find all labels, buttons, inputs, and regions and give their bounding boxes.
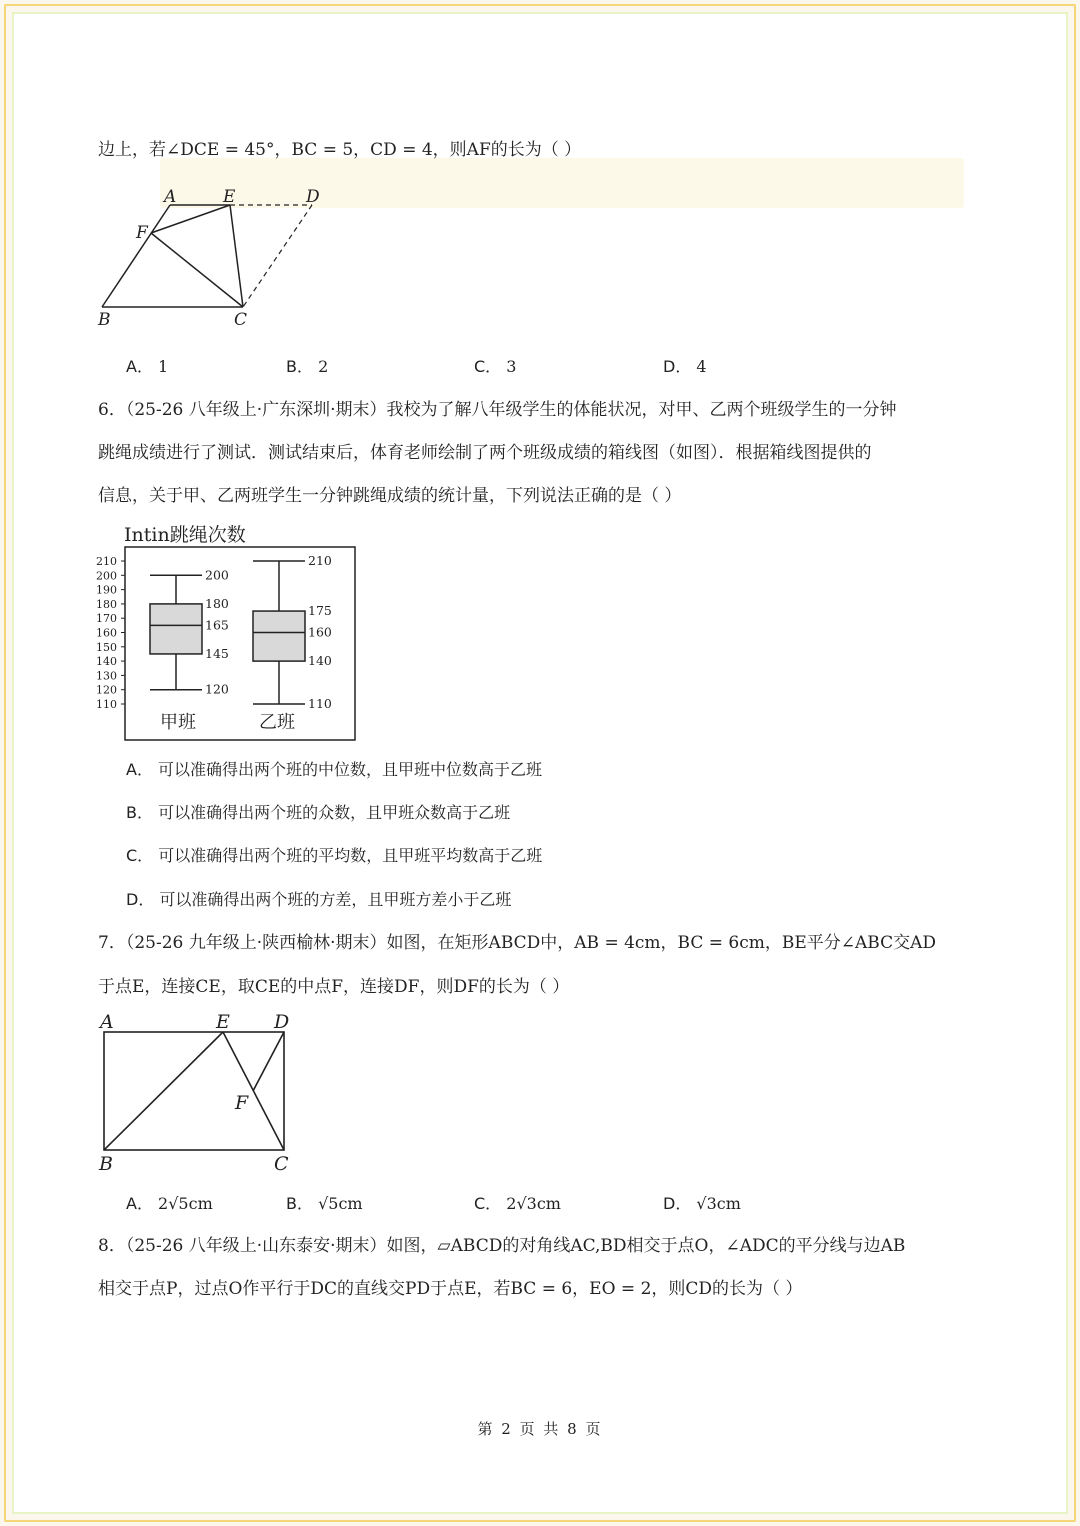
q8-line-1: 8．（25-26 八年级上·山东泰安·期末）如图，▱ABCD的对角线AC,BD相交于点O，∠ADC的平分线与边AB	[98, 1236, 906, 1256]
q6-boxplot	[94, 520, 364, 746]
y-tick-label: 190	[96, 583, 117, 597]
q6-option-d[interactable]: D． 可以准确得出两个班的方差，且甲班方差小于乙班	[126, 890, 512, 909]
y-tick-label: 180	[96, 597, 117, 611]
q7-label-d: D	[274, 1011, 290, 1033]
q7-line-1: 7．（25-26 九年级上·陕西榆林·期末）如图，在矩形ABCD中，AB = 4cm，BC = 6cm，BE平分∠ABC交AD	[98, 933, 937, 953]
class-b-box	[253, 553, 332, 711]
q7-label-f: F	[235, 1092, 249, 1114]
class-a-iqr-box	[150, 604, 202, 654]
q7-label-e: E	[216, 1011, 230, 1033]
y-tick-label: 160	[96, 626, 117, 640]
q5-label-a: A	[164, 187, 177, 207]
q6-option-b[interactable]: B． 可以准确得出两个班的众数，且甲班众数高于乙班	[126, 803, 511, 822]
q7-figure	[94, 1008, 304, 1178]
class-b-value-label: 175	[308, 603, 332, 619]
q7-option-a[interactable]: A． 2√5cm	[126, 1194, 213, 1213]
boxplot-boxes	[150, 553, 332, 711]
class-a-box	[150, 567, 229, 696]
class-a-name: 甲班	[160, 712, 196, 733]
q8-line-2: 相交于点P，过点O作平行于DC的直线交PD于点E，若BC = 6，EO = 2，则CD的长为（ ）	[98, 1279, 803, 1299]
class-a-value-label: 145	[205, 645, 229, 661]
y-tick-label: 210	[96, 555, 117, 568]
q7-option-d[interactable]: D． √3cm	[663, 1194, 741, 1213]
y-tick-label: 170	[96, 612, 117, 626]
y-tick-label: 150	[96, 640, 117, 654]
class-b-iqr-box	[253, 611, 305, 661]
class-a-value-label: 200	[205, 567, 229, 583]
q5-label-f: F	[136, 223, 148, 243]
q6-line-2: 跳绳成绩进行了测试．测试结束后，体育老师绘制了两个班级成绩的箱线图（如图）．根据箱线图提供的	[98, 443, 872, 463]
q6-option-a[interactable]: A． 可以准确得出两个班的中位数，且甲班中位数高于乙班	[126, 760, 543, 779]
boxplot-title: Intin跳绳次数	[124, 524, 246, 546]
y-tick-label: 200	[96, 569, 117, 583]
q5-option-b[interactable]: B． 2	[286, 357, 329, 376]
class-b-value-label: 210	[308, 553, 332, 568]
y-tick-label: 130	[96, 669, 117, 683]
class-a-value-label: 180	[205, 595, 229, 611]
q6-option-c[interactable]: C． 可以准确得出两个班的平均数，且甲班平均数高于乙班	[126, 846, 543, 865]
class-b-value-label: 140	[308, 653, 332, 669]
class-a-value-label: 165	[205, 617, 229, 633]
q5-figure	[90, 183, 330, 331]
q7-option-c[interactable]: C． 2√3cm	[474, 1194, 561, 1213]
q5-stem: 边上，若∠DCE = 45°，BC = 5，CD = 4，则AF的长为（ ）	[98, 140, 582, 160]
q6-line-3: 信息，关于甲、乙两班学生一分钟跳绳成绩的统计量，下列说法正确的是（ ）	[98, 486, 682, 506]
class-b-value-label: 110	[308, 696, 332, 711]
q7-label-b: B	[99, 1153, 113, 1175]
q7-option-b[interactable]: B． √5cm	[286, 1194, 363, 1213]
class-b-value-label: 160	[308, 624, 332, 640]
q5-label-e: E	[223, 187, 236, 207]
class-a-value-label: 120	[205, 681, 229, 697]
q5-label-d: D	[306, 187, 320, 207]
q5-option-a[interactable]: A． 1	[126, 357, 169, 376]
q5-option-d[interactable]: D． 4	[663, 357, 707, 376]
q7-line-2: 于点E，连接CE，取CE的中点F，连接DF，则DF的长为（ ）	[98, 977, 570, 997]
boxplot-y-axis	[96, 555, 125, 711]
q7-label-a: A	[100, 1011, 114, 1033]
q5-label-b: B	[98, 310, 111, 330]
q6-line-1: 6．（25-26 八年级上·广东深圳·期末）我校为了解八年级学生的体能状况，对甲、乙两个班级学生的一分钟	[98, 400, 897, 420]
y-tick-label: 110	[96, 698, 117, 711]
q7-label-c: C	[274, 1153, 289, 1175]
y-tick-label: 120	[96, 683, 117, 697]
page-footer: 第 2 页 共 8 页	[477, 1420, 603, 1438]
q5-label-c: C	[234, 310, 248, 330]
q5-option-c[interactable]: C． 3	[474, 357, 517, 376]
class-b-name: 乙班	[259, 712, 295, 733]
y-tick-label: 140	[96, 655, 117, 669]
